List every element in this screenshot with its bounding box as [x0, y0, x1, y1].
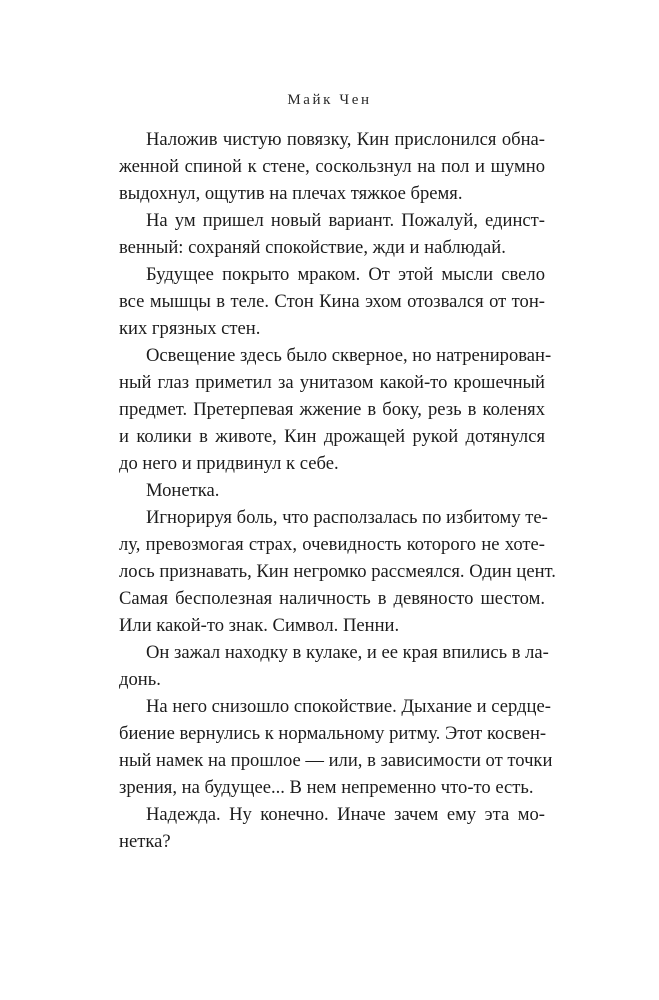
text-line: Монетка.: [146, 480, 220, 501]
paragraph: [119, 504, 556, 639]
text-line: Или какой-то знак. Символ. Пенни.: [119, 615, 400, 636]
text-line: лось признавать, Кин негромко рассмеялся. Один цент.: [119, 561, 556, 582]
text-line: венный: сохраняй спокойствие, жди и наблюдай.: [119, 237, 506, 258]
text-line: На ум пришел новый вариант. Пожалуй, единст-: [146, 210, 545, 231]
text-line: лу, превозмогая страх, очевидность которого не хоте-: [119, 534, 545, 555]
text-line: Наложив чистую повязку, Кин прислонился обна-: [146, 129, 545, 150]
text-line: биение вернулись к нормальному ритму. Этот косвен-: [119, 723, 547, 744]
paragraph: [119, 477, 545, 504]
text-line: и колики в животе, Кин дрожащей рукой дотянулся: [119, 426, 545, 447]
text-line: Будущее покрыто мраком. От этой мысли свело: [146, 264, 545, 285]
text-line: На него снизошло спокойствие. Дыхание и сердце-: [146, 696, 551, 717]
text-line: Игнорируя боль, что расползалась по избитому те-: [146, 507, 548, 528]
paragraph: [119, 342, 552, 477]
paragraph: [119, 639, 549, 693]
paragraph: [119, 693, 553, 801]
text-line: женной спиной к стене, соскользнул на пол и шумно: [119, 156, 545, 177]
text-line: ный глаз приметил за унитазом какой-то крошечный: [119, 372, 545, 393]
text-line: зрения, на будущее... В нем непременно что-то есть.: [119, 777, 534, 798]
paragraph: [119, 126, 545, 207]
text-line: предмет. Претерпевая жжение в боку, резь в коленях: [119, 399, 545, 420]
text-line: Самая бесполезная наличность в девяносто шестом.: [119, 588, 545, 609]
text-line: все мышцы в теле. Стон Кина эхом отозвался от тон-: [119, 291, 545, 312]
text-line: Он зажал находку в кулаке, и ее края впились в ла-: [146, 642, 549, 663]
text-line: Освещение здесь было скверное, но натренирован-: [146, 345, 552, 366]
text-line: до него и придвинул к себе.: [119, 453, 339, 474]
paragraph: [119, 207, 545, 261]
paragraph: [119, 801, 545, 855]
paragraph: [119, 261, 545, 342]
text-line: ких грязных стен.: [119, 318, 261, 339]
text-line: ный намек на прошлое — или, в зависимости от точки: [119, 750, 553, 771]
running-head: Майк Чен: [287, 92, 372, 108]
text-line: Надежда. Ну конечно. Иначе зачем ему эта мо-: [146, 804, 545, 825]
text-line: донь.: [119, 669, 161, 690]
text-line: выдохнул, ощутив на плечах тяжкое бремя.: [119, 183, 463, 204]
text-line: нетка?: [119, 831, 171, 852]
body-text: [119, 126, 556, 855]
